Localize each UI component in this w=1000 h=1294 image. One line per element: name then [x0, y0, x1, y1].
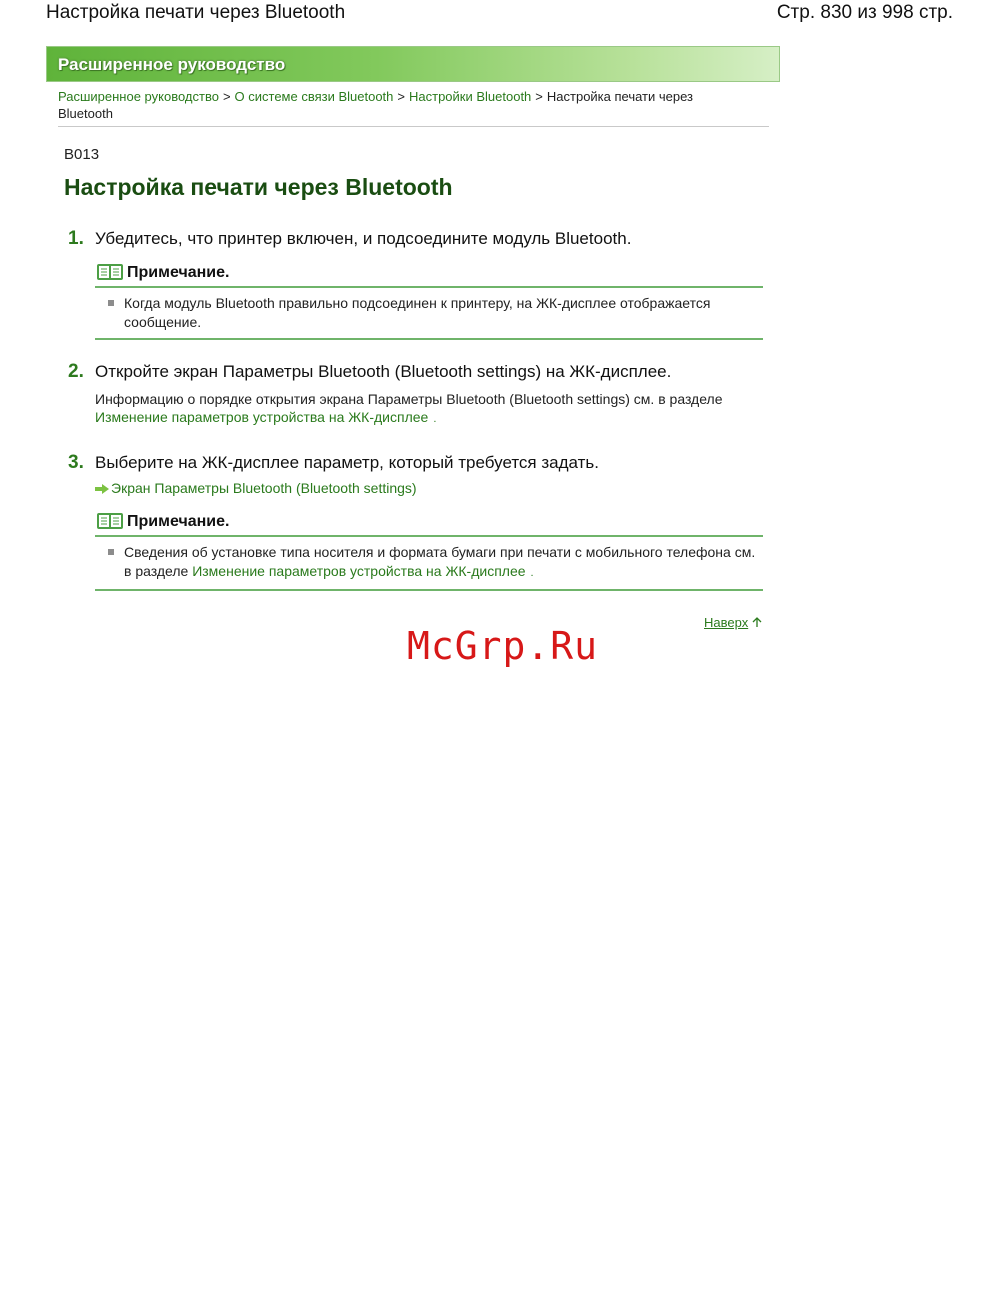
- step-2-paragraph: [95, 390, 735, 428]
- note-header: [95, 511, 763, 537]
- note-box-1: [95, 262, 763, 340]
- bullet-icon: [108, 549, 114, 555]
- breadcrumb-link-advanced-guide[interactable]: Расширенное руководство: [58, 89, 219, 104]
- reference-link-row: [95, 480, 417, 496]
- step-number: 2.: [68, 361, 84, 382]
- step-text: Откройте экран Параметры Bluetooth (Bluetooth settings) на ЖК-дисплее.: [95, 362, 672, 381]
- note-label: Примечание.: [127, 513, 230, 530]
- link-bluetooth-settings-screen[interactable]: Экран Параметры Bluetooth (Bluetooth settings): [111, 480, 417, 496]
- note-header: [95, 262, 763, 288]
- breadcrumb-separator: >: [397, 89, 405, 104]
- book-icon: [96, 511, 124, 531]
- document-title: Настройка печати через Bluetooth: [64, 174, 453, 200]
- document-code: B013: [64, 146, 100, 163]
- step-number: 3.: [68, 452, 84, 473]
- section-banner: [46, 46, 780, 82]
- breadcrumb-separator: >: [222, 89, 231, 104]
- paragraph-end: .: [433, 413, 437, 425]
- note-item: [95, 543, 763, 583]
- arrow-right-icon: [95, 484, 109, 494]
- note-end: .: [530, 567, 534, 579]
- banner-label: Расширенное руководство: [58, 55, 286, 74]
- link-change-device-settings[interactable]: Изменение параметров устройства на ЖК-дисплее: [192, 563, 526, 579]
- step-text: Убедитесь, что принтер включен, и подсоедините модуль Bluetooth.: [95, 229, 632, 248]
- note-body: [95, 288, 763, 340]
- breadcrumb-separator: >: [535, 89, 543, 104]
- paragraph-text: Информацию о порядке открытия экрана Параметры Bluetooth (Bluetooth settings) см. в разделе: [95, 391, 723, 407]
- breadcrumb: [58, 88, 738, 122]
- page-counter: Стр. 830 из 998 стр.: [776, 2, 953, 23]
- note-item: [95, 294, 763, 332]
- watermark: McGrp.Ru: [407, 624, 599, 668]
- step-text: Выберите на ЖК-дисплее параметр, который требуется задать.: [95, 453, 599, 472]
- breadcrumb-link-bluetooth-settings[interactable]: Настройки Bluetooth: [409, 89, 532, 104]
- book-icon: [96, 262, 124, 282]
- note-box-2: [95, 511, 763, 591]
- arrow-up-icon: [751, 616, 763, 628]
- note-label: Примечание.: [127, 264, 230, 281]
- bullet-icon: [108, 300, 114, 306]
- link-change-device-settings[interactable]: Изменение параметров устройства на ЖК-дисплее: [95, 409, 429, 425]
- back-to-top-label: Наверх: [704, 615, 749, 630]
- note-body: [95, 537, 763, 591]
- step-number: 1.: [68, 228, 84, 249]
- breadcrumb-divider: [58, 126, 769, 127]
- note-text: Сведения об установке типа носителя и формата бумаги при печати с мобильного телефона см. в разделе: [124, 544, 756, 579]
- breadcrumb-link-bluetooth-comm[interactable]: О системе связи Bluetooth: [234, 89, 394, 104]
- back-to-top-link[interactable]: [704, 615, 763, 630]
- note-text: Когда модуль Bluetooth правильно подсоединен к принтеру, на ЖК-дисплее отображается сообщение.: [124, 295, 711, 330]
- page-title: Настройка печати через Bluetooth: [46, 2, 346, 23]
- breadcrumb-current: Настройка печати через Bluetooth: [58, 89, 694, 121]
